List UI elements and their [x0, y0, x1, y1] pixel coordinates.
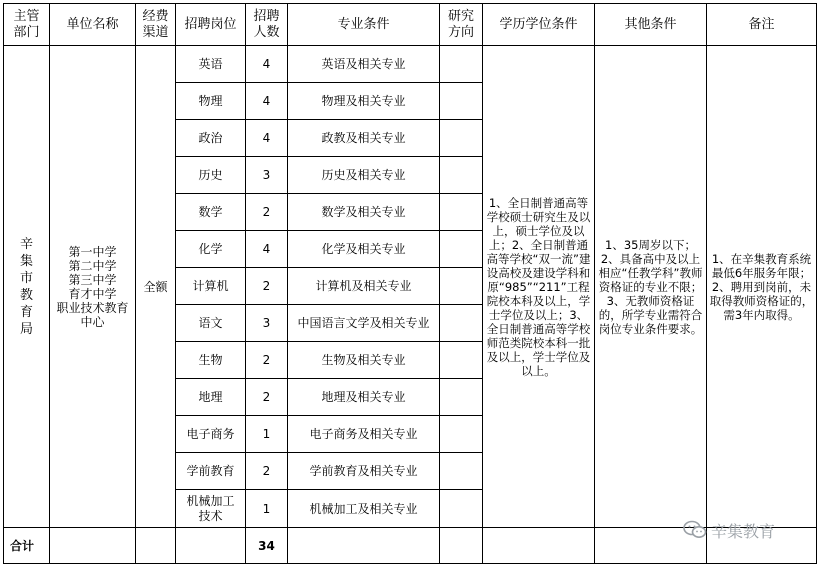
research-cell	[440, 342, 483, 379]
total-label: 合计	[4, 528, 50, 564]
edu-cell: 1、全日制普通高等学校硕士研究生及以上，硕士学位及以上；2、全日制普通高等学校“双一流”建设高校及建设学科和原“985”“211”工程院校本科及以上，学士学位及以上；3、全日制普通高等学校师范类院校本科一批及以上，学士学位及以上。	[483, 46, 595, 528]
research-cell	[440, 268, 483, 305]
header-other: 其他条件	[595, 4, 707, 46]
watermark	[683, 517, 803, 543]
count-cell: 4	[246, 120, 288, 157]
header-remark: 备注	[707, 4, 817, 46]
header-unit: 单位名称	[50, 4, 136, 46]
remark-cell: 1、在辛集教育系统最低6年服务年限；2、聘用到岗前，未取得教师资格证的，需3年内取得。	[707, 46, 817, 528]
major-cell: 历史及相关专业	[288, 157, 440, 194]
research-cell	[440, 416, 483, 453]
post-cell: 政治	[176, 120, 246, 157]
research-cell	[440, 157, 483, 194]
research-cell	[440, 83, 483, 120]
count-cell: 2	[246, 379, 288, 416]
major-cell: 生物及相关专业	[288, 342, 440, 379]
header-fund: 经费渠道	[136, 4, 176, 46]
header-post: 招聘岗位	[176, 4, 246, 46]
research-cell	[440, 305, 483, 342]
header-row	[4, 4, 817, 46]
post-cell: 历史	[176, 157, 246, 194]
count-cell: 2	[246, 268, 288, 305]
count-cell: 1	[246, 416, 288, 453]
major-cell: 地理及相关专业	[288, 379, 440, 416]
header-edu: 学历学位条件	[483, 4, 595, 46]
post-cell: 机械加工技术	[176, 490, 246, 528]
dept-cell	[4, 46, 50, 528]
header-major: 专业条件	[288, 4, 440, 46]
count-cell: 2	[246, 342, 288, 379]
research-cell	[440, 379, 483, 416]
count-cell: 4	[246, 46, 288, 83]
major-cell: 学前教育及相关专业	[288, 453, 440, 490]
post-cell: 物理	[176, 83, 246, 120]
major-cell: 英语及相关专业	[288, 46, 440, 83]
research-cell	[440, 46, 483, 83]
header-count: 招聘人数	[246, 4, 288, 46]
post-cell: 地理	[176, 379, 246, 416]
post-cell: 生物	[176, 342, 246, 379]
major-cell: 化学及相关专业	[288, 231, 440, 268]
total-count: 34	[246, 528, 288, 564]
major-cell: 数学及相关专业	[288, 194, 440, 231]
post-cell: 计算机	[176, 268, 246, 305]
research-cell	[440, 194, 483, 231]
count-cell: 3	[246, 157, 288, 194]
major-cell: 政教及相关专业	[288, 120, 440, 157]
major-cell: 计算机及相关专业	[288, 268, 440, 305]
count-cell: 4	[246, 83, 288, 120]
post-cell: 学前教育	[176, 453, 246, 490]
table-row	[4, 46, 817, 83]
post-cell: 数学	[176, 194, 246, 231]
dept-name: 辛集市教育局	[19, 236, 33, 337]
post-cell: 电子商务	[176, 416, 246, 453]
unit-cell: 第一中学 第二中学 第三中学 育才中学 职业技术教育中心	[50, 46, 136, 528]
post-cell: 英语	[176, 46, 246, 83]
major-cell: 中国语言文学及相关专业	[288, 305, 440, 342]
research-cell	[440, 453, 483, 490]
fund-cell: 全额	[136, 46, 176, 528]
watermark-text: 辛集教育	[711, 521, 776, 541]
post-cell: 化学	[176, 231, 246, 268]
count-cell: 2	[246, 194, 288, 231]
other-cell: 1、35周岁以下；2、具备高中及以上相应“任教学科”教师资格证的专业不限；3、无教师资格证的，所学专业需符合岗位专业条件要求。	[595, 46, 707, 528]
major-cell: 机械加工及相关专业	[288, 490, 440, 528]
recruitment-table	[3, 3, 817, 564]
research-cell	[440, 490, 483, 528]
major-cell: 电子商务及相关专业	[288, 416, 440, 453]
research-cell	[440, 231, 483, 268]
major-cell: 物理及相关专业	[288, 83, 440, 120]
count-cell: 4	[246, 231, 288, 268]
post-cell: 语文	[176, 305, 246, 342]
header-dept: 主管部门	[4, 4, 50, 46]
count-cell: 1	[246, 490, 288, 528]
wechat-logo-icon	[683, 520, 707, 540]
count-cell: 3	[246, 305, 288, 342]
count-cell: 2	[246, 453, 288, 490]
research-cell	[440, 120, 483, 157]
header-research: 研究方向	[440, 4, 483, 46]
